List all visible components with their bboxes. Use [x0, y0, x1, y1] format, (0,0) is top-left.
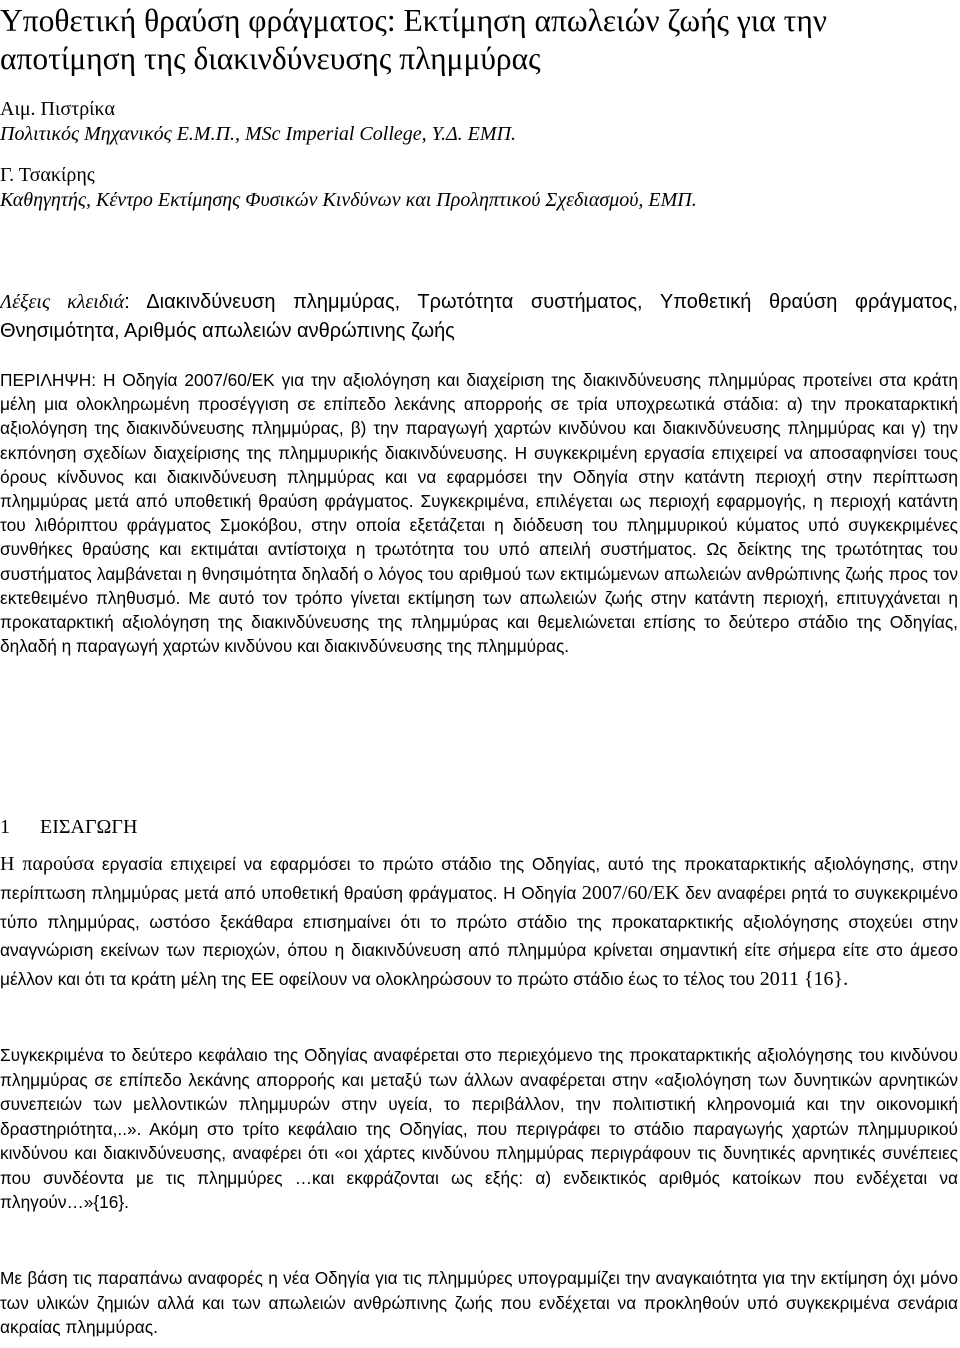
abstract: [0, 368, 958, 658]
section-heading: [0, 815, 137, 839]
paper-title: Υποθετική θραύση φράγματος: Εκτίμηση απωλειών ζωής για την αποτίμηση της διακινδύνευσης πλημμύρας: [0, 3, 828, 76]
paragraph-1-body: εργασία επιχειρεί να εφαρμόσει το πρώτο στάδιο της Οδηγίας, αυτό της προκαταρκτικής αξιολόγησης, στην περίπτωση πλημμύρας μετά από υποθετική θραύση φράγματος. Η Οδηγία: [0, 854, 958, 903]
paragraph-1-body-2: δεν αναφέρει ρητά το συγκεκριμένο τύπο πλημμύρας, ωστόσο ξεκάθαρα επισημαίνει ότι το πρώτο στάδιο της προκαταρκτικής αξιολόγησης στοχεύει στην αναγνώριση εκείνων των περιοχών, όπου η διακινδύνευση από πλημμύρα κρίνεται σημαντική είτε σήμερα είτε στο άμεσο μέλλον και ότι τα κράτη μέλη της ΕΕ οφείλουν να ολοκληρώσουν το πρώτο στάδιο έως το τέλος του: [0, 882, 958, 990]
paragraph-2: Συγκεκριμένα το δεύτερο κεφάλαιο της Οδηγίας αναφέρεται στο περιεχόμενο της προκαταρκτικής αξιολόγησης του κινδύνου πλημμύρας σε επίπεδο λεκάνης απορροής και μεταξύ των άλλων αναφέρεται στην «αξιολόγηση των δυνητικών αρνητικών συνεπειών των μελλοντικών πλημμυρών στην υγεία, το περιβάλλον, την πολιτιστική κληρονομιά και την οικονομική δραστηριότητα,..». Ακόμη στο τρίτο κεφάλαιο της Οδηγίας, που περιγράφει το στάδιο παραγωγής χαρτών πλημμυρικού κινδύνου και διακινδύνευσης, αναφέρει ότι «οι χάρτες κινδύνου πλημμύρας περιγράφουν τις δυνητικές αρνητικές συνέπειες που συνδέοντα με τις πλημμύρες …και εκφράζονται ως εξής: α) ενδεικτικός αριθμός κατοίκων που ενδέχεται να πληγούν…»{16}.: [0, 1045, 958, 1212]
author-name-1: Αιμ. Πιστρίκα: [0, 98, 115, 120]
keywords: [0, 288, 958, 346]
author-name-2: Γ. Τσακίρης: [0, 164, 95, 186]
section-number: 1: [0, 816, 10, 838]
paragraph-1: [0, 850, 958, 994]
section-title: ΕΙΣΑΓΩΓΗ: [40, 816, 138, 838]
paragraph-1-directive: 2007/60/ΕΚ: [581, 881, 680, 904]
keywords-label: Λέξεις κλειδιά: [0, 291, 125, 313]
author-affiliation-1: Πολιτικός Μηχανικός Ε.Μ.Π., MSc Imperial College, Υ.Δ. ΕΜΠ.: [0, 123, 517, 145]
paragraph-3: Με βάση τις παραπάνω αναφορές η νέα Οδηγία για τις πλημμύρες υπογραμμίζει την αναγκαιότητα για την εκτίμηση όχι μόνο των υλικών ζημιών αλλά και των απωλειών ανθρώπινης ζωής που ενδέχεται να προκληθούν υπό συγκεκριμένα σενάρια ακραίας πλημμύρας.: [0, 1268, 958, 1337]
abstract-label: ΠΕΡΙΛΗΨΗ:: [0, 370, 97, 390]
paragraph-1-end: 2011 {16}.: [759, 968, 849, 991]
paragraph-1-lead: Η παρούσα: [0, 853, 95, 875]
author-affiliation-2: Καθηγητής, Κέντρο Εκτίμησης Φυσικών Κινδύνων και Προληπτικού Σχεδιασμού, ΕΜΠ.: [0, 189, 697, 211]
keywords-text: : Διακινδύνευση πλημμύρας, Τρωτότητα συστήματος, Υποθετική θραύση φράγματος, Θνησιμότητα, Αριθμός απωλειών ανθρώπινης ζωής: [0, 291, 958, 342]
abstract-text: Η Οδηγία 2007/60/ΕΚ για την αξιολόγηση και διαχείριση της διακινδύνευσης πλημμύρας προτείνει στα κράτη μέλη μια ολοκληρωμένη προσέγγιση σε επίπεδο λεκάνης απορροής σε τρία υποχρεωτικά στάδια: α) την προκαταρκτική αξιολόγηση της διακινδύνευσης πλημμύρας, β) την παραγωγή χαρτών κινδύνου και διακινδύνευσης πλημμύρας και γ) την εκπόνηση σχεδίων διαχείρισης της πλημμυρικής διακινδύνευσης. Η συγκεκριμένη εργασία επιχειρεί να αποσαφηνίσει τους όρους κίνδυνος και διακινδύνευση πλημμύρας και να εφαρμόσει την Οδηγία στην κατάντη περιοχή στην περίπτωση πλημμύρας μετά από υποθετική θραύση φράγματος. Συγκεκριμένα, επιλέγεται ως περιοχή εφαρμογής, η περιοχή κατάντη του λιθόριπτου φράγματος Σμοκόβου, στην οποία εξετάζεται η διόδευση του πλημμυρικού κύματος υπό συγκεκριμένες συνθήκες θραύσης και εκτιμάται αντίστοιχα η τρωτότητα του υπό απειλή συστήματος. Ως δείκτης της τρωτότητας του συστήματος λαμβάνεται η θνησιμότητα δηλαδή ο λόγος του αριθμού των εκτιμώμενων απωλειών ανθρώπινης ζωής προς τον εκτεθειμένο πληθυσμό. Με αυτό τον τρόπο γίνεται εκτίμηση των απωλειών ζωής στην κατάντη περιοχή, επιτυγχάνεται η προκαταρκτική αξιολόγηση της διακινδύνευσης της πλημμύρας και θεμελιώνεται επίσης το δεύτερο στάδιο της Οδηγίας, δηλαδή η παραγωγή χαρτών κινδύνου και διακινδύνευσης της πλημμύρας.: [0, 370, 958, 657]
